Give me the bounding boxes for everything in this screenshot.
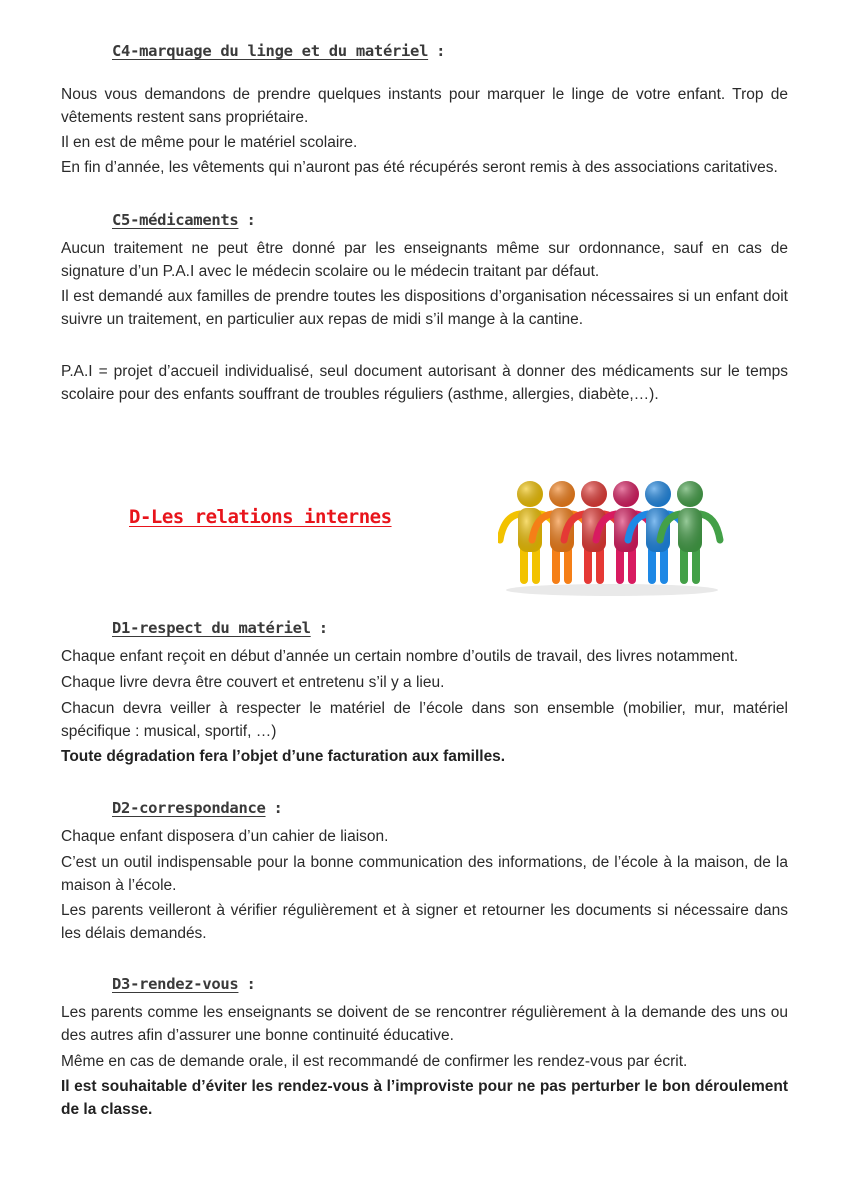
c5-heading: [112, 211, 256, 229]
team-people-illustration: [498, 472, 726, 598]
d2-paragraph-1: Chaque enfant disposera d’un cahier de liaison.: [61, 828, 389, 845]
d1-paragraph-1: Chaque enfant reçoit en début d’année un certain nombre d’outils de travail, des livres notamment.: [61, 648, 739, 665]
d1-paragraph-4-bold: Toute dégradation fera l’objet d’une facturation aux familles.: [61, 748, 506, 765]
c4-heading-text: C4-marquage du linge et du matériel: [112, 42, 429, 60]
c4-paragraph-1: Nous vous demandons de prendre quelques instants pour marquer le linge de votre enfant. Trop de vêtements restent sans propriétaire.: [61, 86, 788, 126]
c5-heading-colon: :: [246, 211, 256, 229]
c4-paragraph-2: Il en est de même pour le matériel scolaire.: [61, 134, 358, 151]
d2-paragraph-3: Les parents veilleront à vérifier régulièrement et à signer et retourner les documents si nécessaire dans les délais demandés.: [61, 902, 788, 942]
c5-paragraph-2: Il est demandé aux familles de prendre toutes les dispositions d’organisation nécessaires si un enfant doit suivre un traitement, en particulier aux repas de midi s’il mange à la cantine.: [61, 288, 788, 328]
d2-heading: [112, 799, 283, 817]
d3-paragraph-2: Même en cas de demande orale, il est recommandé de confirmer les rendez-vous par écrit.: [61, 1053, 688, 1070]
c4-heading-colon: :: [436, 42, 446, 60]
d3-heading: [112, 975, 256, 993]
c5-paragraph-3: P.A.I = projet d’accueil individualisé, seul document autorisant à donner des médicaments sur le temps scolaire pour des enfants souffrant de troubles réguliers (asthme, allergies, diabète,…).: [61, 363, 788, 403]
d1-paragraph-2: Chaque livre devra être couvert et entretenu s’il y a lieu.: [61, 674, 445, 691]
d3-paragraph-3-bold: Il est souhaitable d’éviter les rendez-vous à l’improviste pour ne pas perturber le bon déroulement de la classe.: [61, 1078, 788, 1118]
d1-paragraph-3: Chacun devra veiller à respecter le matériel de l’école dans son ensemble (mobilier, mur, matériel spécifique : musical, sportif, …): [61, 700, 788, 740]
section-d-title: D-Les relations internes: [129, 506, 392, 528]
c4-paragraph-3: En fin d’année, les vêtements qui n’auront pas été récupérés seront remis à des associations caritatives.: [61, 159, 778, 176]
d3-paragraph-1: Les parents comme les enseignants se doivent de se rencontrer régulièrement à la demande des uns ou des autres afin d’assurer une bonne continuité éducative.: [61, 1004, 788, 1044]
d3-heading-colon: :: [246, 975, 256, 993]
d2-heading-colon: :: [273, 799, 283, 817]
d1-heading: [112, 619, 328, 637]
c4-heading: [112, 42, 445, 60]
c5-paragraph-1: Aucun traitement ne peut être donné par les enseignants même sur ordonnance, sauf en cas de signature d’un P.A.I avec le médecin scolaire ou le médecin traitant par défaut.: [61, 240, 788, 280]
d1-heading-text: D1-respect du matériel: [112, 619, 311, 637]
d2-heading-text: D2-correspondance: [112, 799, 266, 817]
d2-paragraph-2: C’est un outil indispensable pour la bonne communication des informations, de l’école à la maison, de la maison à l’école.: [61, 854, 788, 894]
d3-heading-text: D3-rendez-vous: [112, 975, 239, 993]
c5-heading-text: C5-médicaments: [112, 211, 239, 229]
d1-heading-colon: :: [318, 619, 328, 637]
